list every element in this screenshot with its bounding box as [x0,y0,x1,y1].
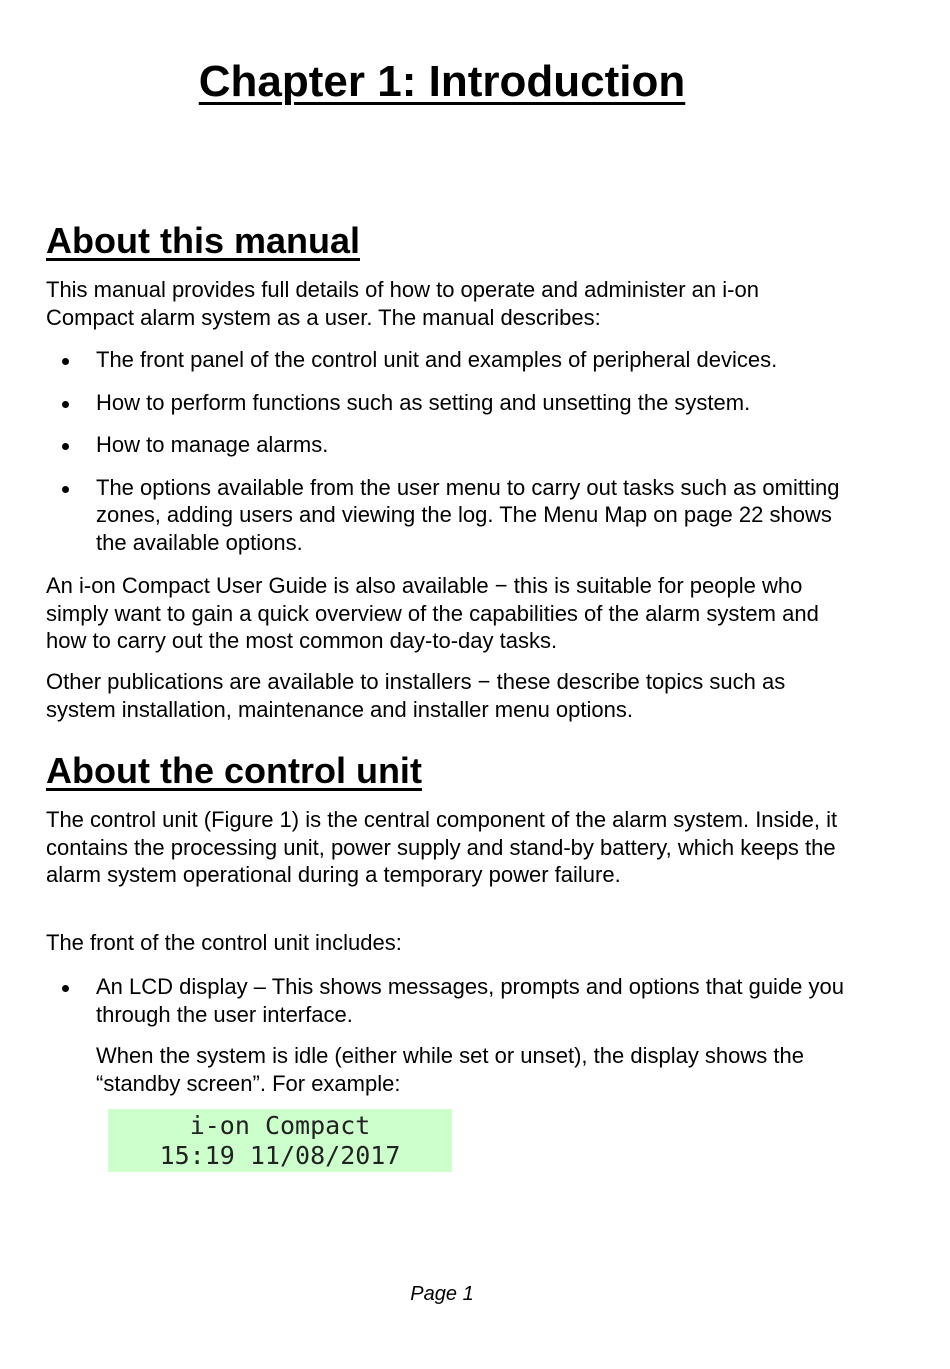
list-item [46,973,846,1028]
list-item [46,389,846,417]
control-unit-bullet-list [46,973,846,1043]
page-number: Page 1 [410,1283,474,1305]
standby-screen-description: When the system is idle (either while set or unset), the display shows the “standby screen”. For example: [96,1043,804,1096]
list-item [46,474,846,557]
list-item-text: How to manage alarms. [96,432,329,457]
bullet-icon [62,985,69,992]
lcd-display-example [108,1109,452,1172]
section-heading-about-control-unit: About the control unit [46,750,422,791]
user-guide-paragraph: An i-on Compact User Guide is also available − this is suitable for people who simply want to gain a quick overview of the capabilities of the alarm system and how to carry out the most common day-to-day tasks. [46,573,819,653]
list-item-text: The front panel of the control unit and examples of peripheral devices. [96,347,778,372]
bullet-icon [62,486,69,493]
lcd-line-2: 15:19 11/08/2017 [159,1141,401,1170]
chapter-title: Chapter 1: Introduction [198,57,686,106]
list-item-text: The options available from the user menu to carry out tasks such as omitting zones, adding users and viewing the log. The Menu Map on page 22 shows the available options. [96,474,840,555]
about-manual-intro: This manual provides full details of how to operate and administer an i-on Compact alarm system as a user. The manual describes: [46,277,759,330]
bullet-icon [62,401,69,408]
about-manual-bullet-list [46,346,846,571]
list-item [46,431,846,459]
bullet-icon [62,443,69,450]
list-item [46,346,846,374]
bullet-icon [62,358,69,365]
control-unit-front-intro: The front of the control unit includes: [46,930,402,955]
list-item-text: How to perform functions such as setting and unsetting the system. [96,389,751,415]
section-heading-about-manual: About this manual [46,220,360,261]
list-item-text: An LCD display – This shows messages, prompts and options that guide you through the user interface. [96,974,844,1027]
control-unit-description: The control unit (Figure 1) is the central component of the alarm system. Inside, it contains the processing unit, power supply and stand-by battery, which keeps the alarm system operational during a temporary power failure. [46,807,838,887]
other-publications-paragraph: Other publications are available to installers − these describe topics such as system installation, maintenance and installer menu options. [46,669,786,722]
lcd-line-1: i-on Compact [189,1111,371,1140]
